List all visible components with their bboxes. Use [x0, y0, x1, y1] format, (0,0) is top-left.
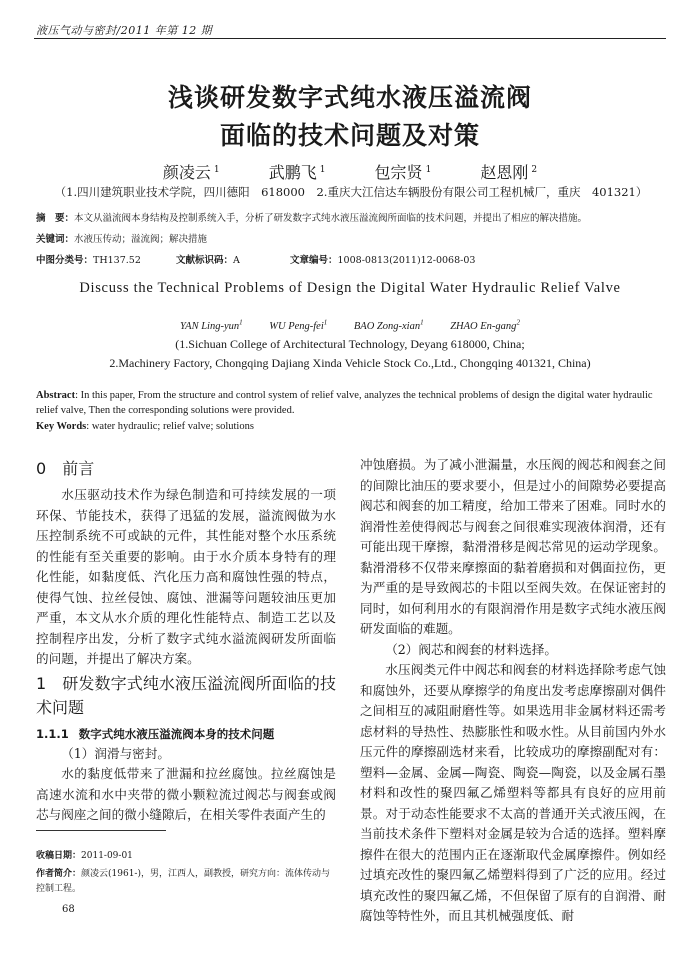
keywords-cn-label: 关键词：	[36, 234, 75, 245]
author-list	[0, 160, 700, 183]
keywords-cn	[36, 233, 666, 247]
header-rule	[34, 38, 666, 39]
abstract-cn-label: 摘 要：	[36, 213, 75, 224]
article-number: 文章编号：1008-0813(2011)12-0068-03	[290, 255, 476, 266]
clc-number: 中图分类号：TH137.52	[36, 255, 141, 266]
english-title: Discuss the Technical Problems of Design the Digital Water Hydraulic Relief Valve	[79, 280, 621, 296]
paragraph: 水的黏度低带来了泄漏和拉丝腐蚀。拉丝腐蚀是高速水流和水中夹带的微小颗粒流过阀芯与阀套或阀芯与阀座之间的微小缝隙后，在相关零件表面产生的	[36, 766, 336, 822]
paragraph: 冲蚀磨损。为了减小泄漏量，水压阀的阀芯和阀套之间的间隙比油压的要求要小，但是过小的间隙势必要提高阀芯和阀套的加工精度，给加工带来了困难。同时水的润滑性差使得阀芯与阀套之间很难实现液体润滑，还有可能出现干摩擦，黏滑滑移是阀芯常见的运动学现象。黏滑滑移不仅带来摩擦面的黏着磨损和对偶面拉伤，更为严重的是导致阀芯的卡阻以至阀失效。在保证密封的同时，如何利用水的有限润滑作用是数字式纯水液压阀研发面临的难题。	[360, 457, 666, 636]
section-heading-0: 0 前言	[36, 459, 95, 478]
section-heading-1: 1 研发数字式纯水液压溢流阀所面临的技术问题	[36, 673, 336, 717]
english-author: YAN Ling-yun$^1$	[180, 318, 243, 332]
author: 颜凌云 $^1$	[162, 163, 220, 182]
english-keywords-text: : water hydraulic; relief valve; solutions	[86, 421, 254, 432]
english-author: BAO Zong-xian$^1$	[353, 318, 424, 332]
paragraph: 水压阀类元件中阀芯和阀套的材料选择除考虑气蚀和腐蚀外，还要从摩擦学的角度出发考虑摩擦副对偶件之间相互的减阻耐磨性等。如果选用非金属材料还需考虑材料的导热性、热膨胀性和吸水性。从目前国内外水压元件的摩擦副选材来看，比较成功的摩擦副配对有：塑料—金属、金属—陶瓷、陶瓷—陶瓷，以及金属石墨材料和改性的聚四氟乙烯塑料等都具有良好的应用前景。对于动态性能要求不太高的普通开关式液压阀，在当前技术条件下塑料对金属是较为合适的选择。塑料摩擦件在很大的范围内正在逐渐取代金属摩擦件。例如经过填充改性的聚四氟乙烯塑料得到了广泛的应用。经过填充改性的聚四氟乙烯，不但保留了原有的自润滑、耐腐蚀等特性外，而且其机械强度低、耐	[360, 662, 666, 923]
english-keywords	[36, 419, 666, 434]
author: 包宗贤 $^1$	[374, 163, 432, 182]
subsection-heading-1-1-1: 1.1.1 数字式纯水液压溢流阀本身的技术问题	[36, 726, 275, 741]
footnote-received: 收稿日期：2011-09-01	[36, 851, 133, 861]
left-column	[36, 455, 336, 826]
english-keywords-label: Key Words	[36, 421, 87, 432]
document-code: 文献标识码：A	[176, 255, 240, 266]
keywords-cn-text: 水液压传动；溢流阀；解决措施	[74, 234, 208, 245]
title-line-1: 浅谈研发数字式纯水液压溢流阀	[167, 83, 532, 112]
english-abstract-label: Abstract	[36, 390, 76, 401]
title-line-2: 面临的技术问题及对策	[219, 121, 480, 150]
paragraph: 水压驱动技术作为绿色制造和可持续发展的一项环保、节能技术，获得了迅猛的发展，溢流阀做为水压控制系统不可或缺的元件，其性能对整个水压系统的性能有至关重要的影响。由于水介质本身特有的理化性能，如黏度低、汽化压力高和腐蚀性强的特点，使得气蚀、拉丝侵蚀、腐蚀、泄漏等问题较油压更加严重，本文从水介质的理化性能特点、制造工艺以及控制程序出发，分析了数字式纯水溢流阀研发所面临的问题，并提出了解决方案。	[36, 487, 336, 666]
affiliation-cn: （1.四川建筑职业技术学院，四川德阳 618000 2.重庆大江信达车辆股份有限公司工程机械厂，重庆 401321）	[54, 185, 648, 199]
english-author: WU Peng-fei$^1$	[269, 318, 328, 332]
english-affiliation-1: (1.Sichuan College of Architectural Technology, Deyang 618000, China;	[175, 337, 525, 351]
english-author-list	[0, 318, 700, 332]
running-header: 液压气动与密封/2011 年第 12 期	[36, 24, 213, 37]
english-abstract	[36, 388, 666, 418]
english-author: ZHAO En-gang$^2$	[450, 318, 520, 332]
footnote-rule	[36, 830, 166, 831]
english-abstract-text: : In this paper, From the structure and control system of relief valve, analyzes the technical problems of design the digital water hydraulic relief valve, Then the corresponding solutions were provided.	[36, 390, 653, 416]
list-item: （1）润滑与密封。	[61, 745, 170, 761]
right-column	[360, 455, 666, 927]
list-item: （2）阀芯和阀套的材料选择。	[385, 641, 557, 657]
page-number: 68	[62, 904, 75, 915]
footnote-author-bio: 作者简介：颜凌云(1961-)，男，江西人，副教授，研究方向：流体传动与控制工程。	[36, 869, 330, 894]
abstract-cn-text: 本文从溢流阀本身结构及控制系统入手，分析了研发数字式纯水液压溢流阀所面临的技术问题，并提出了相应的解决措施。	[74, 213, 588, 224]
abstract-cn	[36, 212, 666, 226]
author: 武鹏飞 $^1$	[268, 163, 326, 182]
english-affiliation-2: 2.Machinery Factory, Chongqing Dajiang Xinda Vehicle Stock Co.,Ltd., Chongqing 401321, China)	[109, 356, 591, 370]
author: 赵恩刚 $^2$	[480, 163, 538, 182]
